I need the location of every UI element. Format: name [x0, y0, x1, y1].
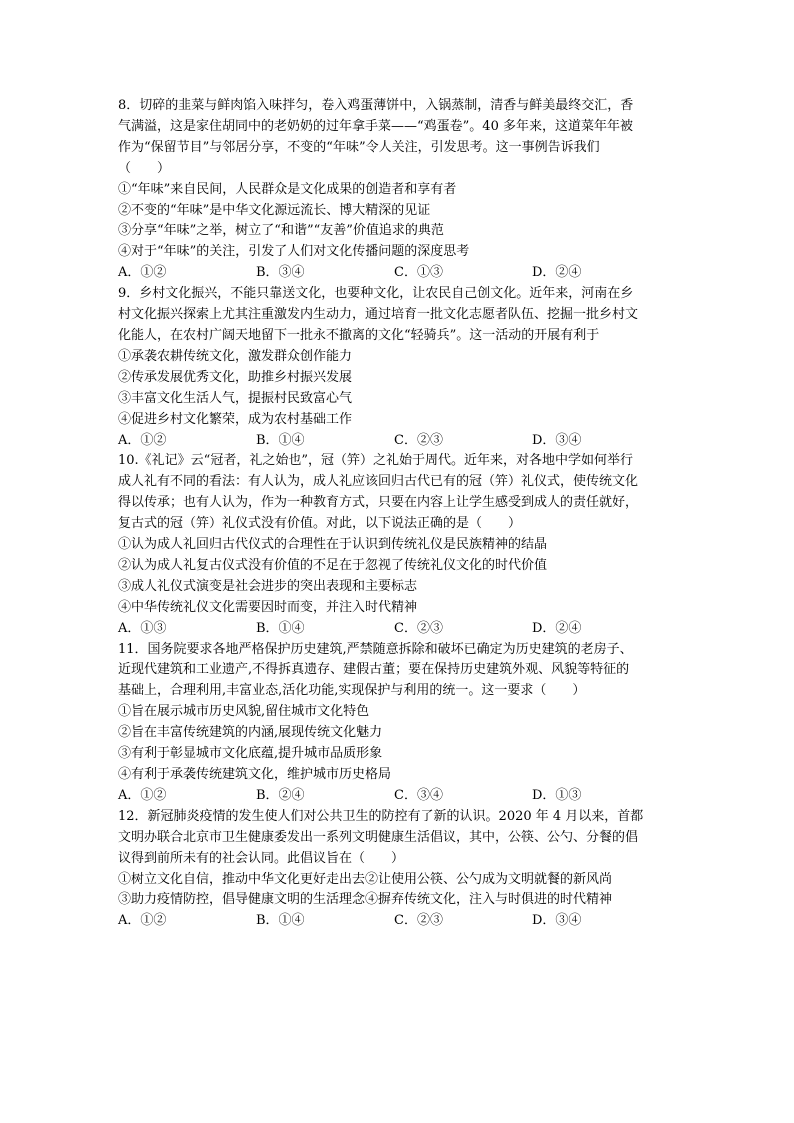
exam-page	[118, 96, 683, 932]
statement: ①承袭农耕传统文化，激发群众创作能力	[118, 348, 353, 364]
question-stem-line: 近现代建筑和工业遗产,不得拆真遗存、建假古董；要在保持历史建筑外观、风貌等特征的	[118, 662, 630, 678]
option-a: A．①②	[118, 265, 167, 281]
answer-options	[118, 911, 683, 932]
question-stem-line: 化能人，在农村广阔天地留下一批永不撤离的文化“轻骑兵”。这一活动的开展有利于	[118, 327, 600, 343]
question-stem-line: 8．切碎的韭菜与鲜肉馅入味拌匀，卷入鸡蛋薄饼中，入锅蒸制，清香与鲜美最终交汇，香	[118, 98, 634, 113]
answer-options	[118, 619, 683, 640]
option-d: D．②④	[532, 620, 582, 636]
question-stem-line: （ ）	[118, 160, 171, 176]
question-stem-line: 文明办联合北京市卫生健康委发出一系列文明健康生活倡议，其中，公筷、公勺、分餐的倡	[118, 829, 639, 845]
question-stem-line: 气满溢，这是家住胡同中的老奶奶的过年拿手菜——“鸡蛋卷”。40 多年来，这道菜年年被	[118, 118, 633, 134]
statement: ①树立文化自信，推动中华文化更好走出去②让使用公筷、公勺成为文明就餐的新风尚	[118, 871, 613, 887]
option-c: C．③④	[394, 787, 443, 803]
option-a: A．①②	[118, 432, 167, 448]
option-b: B．①④	[256, 432, 305, 448]
statement: ④有利于承袭传统建筑文化，维护城市历史格局	[118, 767, 392, 782]
question-9	[118, 284, 683, 451]
statement: ③成人礼仪式演变是社会进步的突出表现和主要标志	[118, 578, 418, 594]
statement: ③有利于彰显城市文化底蕴,提升城市品质形象	[118, 746, 383, 762]
option-c: C．②③	[394, 620, 443, 636]
question-12	[118, 807, 683, 932]
statement: ③助力疫情防控，倡导健康文明的生活理念④摒弃传统文化，注入与时俱进的时代精神	[118, 892, 613, 908]
option-b: B．①④	[256, 913, 305, 929]
statement: ①认为成人礼回归古代仪式的合理性在于认识到传统礼仪是民族精神的结晶	[118, 537, 548, 553]
option-d: D．②④	[532, 265, 582, 281]
question-8	[118, 96, 683, 284]
option-c: C．②③	[394, 432, 443, 448]
option-c: C．①③	[394, 265, 443, 281]
statement: ①“年味”来自民间，人民群众是文化成果的创造者和享有者	[118, 181, 457, 197]
statement: ③分享“年味”之举，树立了“和谐”“友善”价值追求的典范	[118, 223, 444, 239]
option-a: A．①③	[118, 620, 167, 636]
statement: ②不变的“年味”是中华文化源远流长、博大精深的见证	[118, 202, 431, 218]
statement: ④对于“年味”的关注，引发了人们对文化传播问题的深度思考	[118, 244, 470, 260]
option-d: D．③④	[532, 913, 582, 929]
option-b: B．③④	[256, 265, 305, 281]
question-stem-line: 复古式的冠（笄）礼仪式没有价值。对此，以下说法正确的是（ ）	[118, 516, 522, 532]
option-d: D．①③	[532, 787, 582, 803]
question-stem-line: 议得到前所未有的社会认同。此倡议旨在（ ）	[118, 850, 405, 866]
statement: ①旨在展示城市历史风貌,留住城市文化特色	[118, 704, 370, 720]
question-stem-line: 作为“保留节目”与邻居分享，不变的“年味”令人关注，引发思考。这一事例告诉我们	[118, 139, 600, 155]
question-stem-line: 得以传承；也有人认为，作为一种教育方式，只要在内容上让学生感受到成人的责任就好，	[118, 495, 639, 511]
question-stem-line: 基础上，合理利用,丰富业态,活化功能,实现保护与利用的统一。这一要求（ ）	[118, 683, 586, 699]
statement: ②旨在丰富传统建筑的内涵,展现传统文化魅力	[118, 725, 383, 741]
answer-options	[118, 786, 683, 807]
option-b: B．①④	[256, 620, 305, 636]
question-stem-line: 12．新冠肺炎疫情的发生使人们对公共卫生的防控有了新的认识。2020 年 4 月以来，首都	[118, 808, 644, 824]
question-stem-line: 11．国务院要求各地严格保护历史建筑,严禁随意拆除和破坏已确定为历史建筑的老房子、	[118, 641, 633, 657]
question-10	[118, 451, 683, 639]
statement: ②认为成人礼复古仪式没有价值的不足在于忽视了传统礼仪文化的时代价值	[118, 557, 548, 573]
question-stem-line: 成人礼有不同的看法：有人认为，成人礼应该回归古代已有的冠（笄）礼仪式，使传统文化	[118, 474, 639, 490]
answer-options	[118, 431, 683, 452]
option-d: D．③④	[532, 432, 582, 448]
answer-options	[118, 263, 683, 284]
statement: ③丰富文化生活人气，提振村民致富心气	[118, 390, 353, 406]
statement: ②传承发展优秀文化，助推乡村振兴发展	[118, 369, 353, 385]
option-a: A．①②	[118, 787, 167, 803]
option-a: A．①②	[118, 913, 167, 929]
statement: ④促进乡村文化繁荣，成为农村基础工作	[118, 411, 353, 427]
option-b: B．②④	[256, 787, 305, 803]
question-stem-line: 村文化振兴探索上尤其注重激发内生动力，通过培育一批文化志愿者队伍、挖掘一批乡村文	[118, 307, 639, 323]
question-stem-line: 9．乡村文化振兴，不能只靠送文化，也要种文化，让农民自己创文化。近年来，河南在乡	[118, 286, 634, 302]
statement: ④中华传统礼仪文化需要因时而变，并注入时代精神	[118, 599, 418, 615]
question-stem-line: 10.《礼记》云“冠者，礼之始也”，冠（笄）之礼始于周代。近年来，对各地中学如何举行	[118, 453, 633, 469]
question-11	[118, 640, 683, 807]
option-c: C．②③	[394, 913, 443, 929]
